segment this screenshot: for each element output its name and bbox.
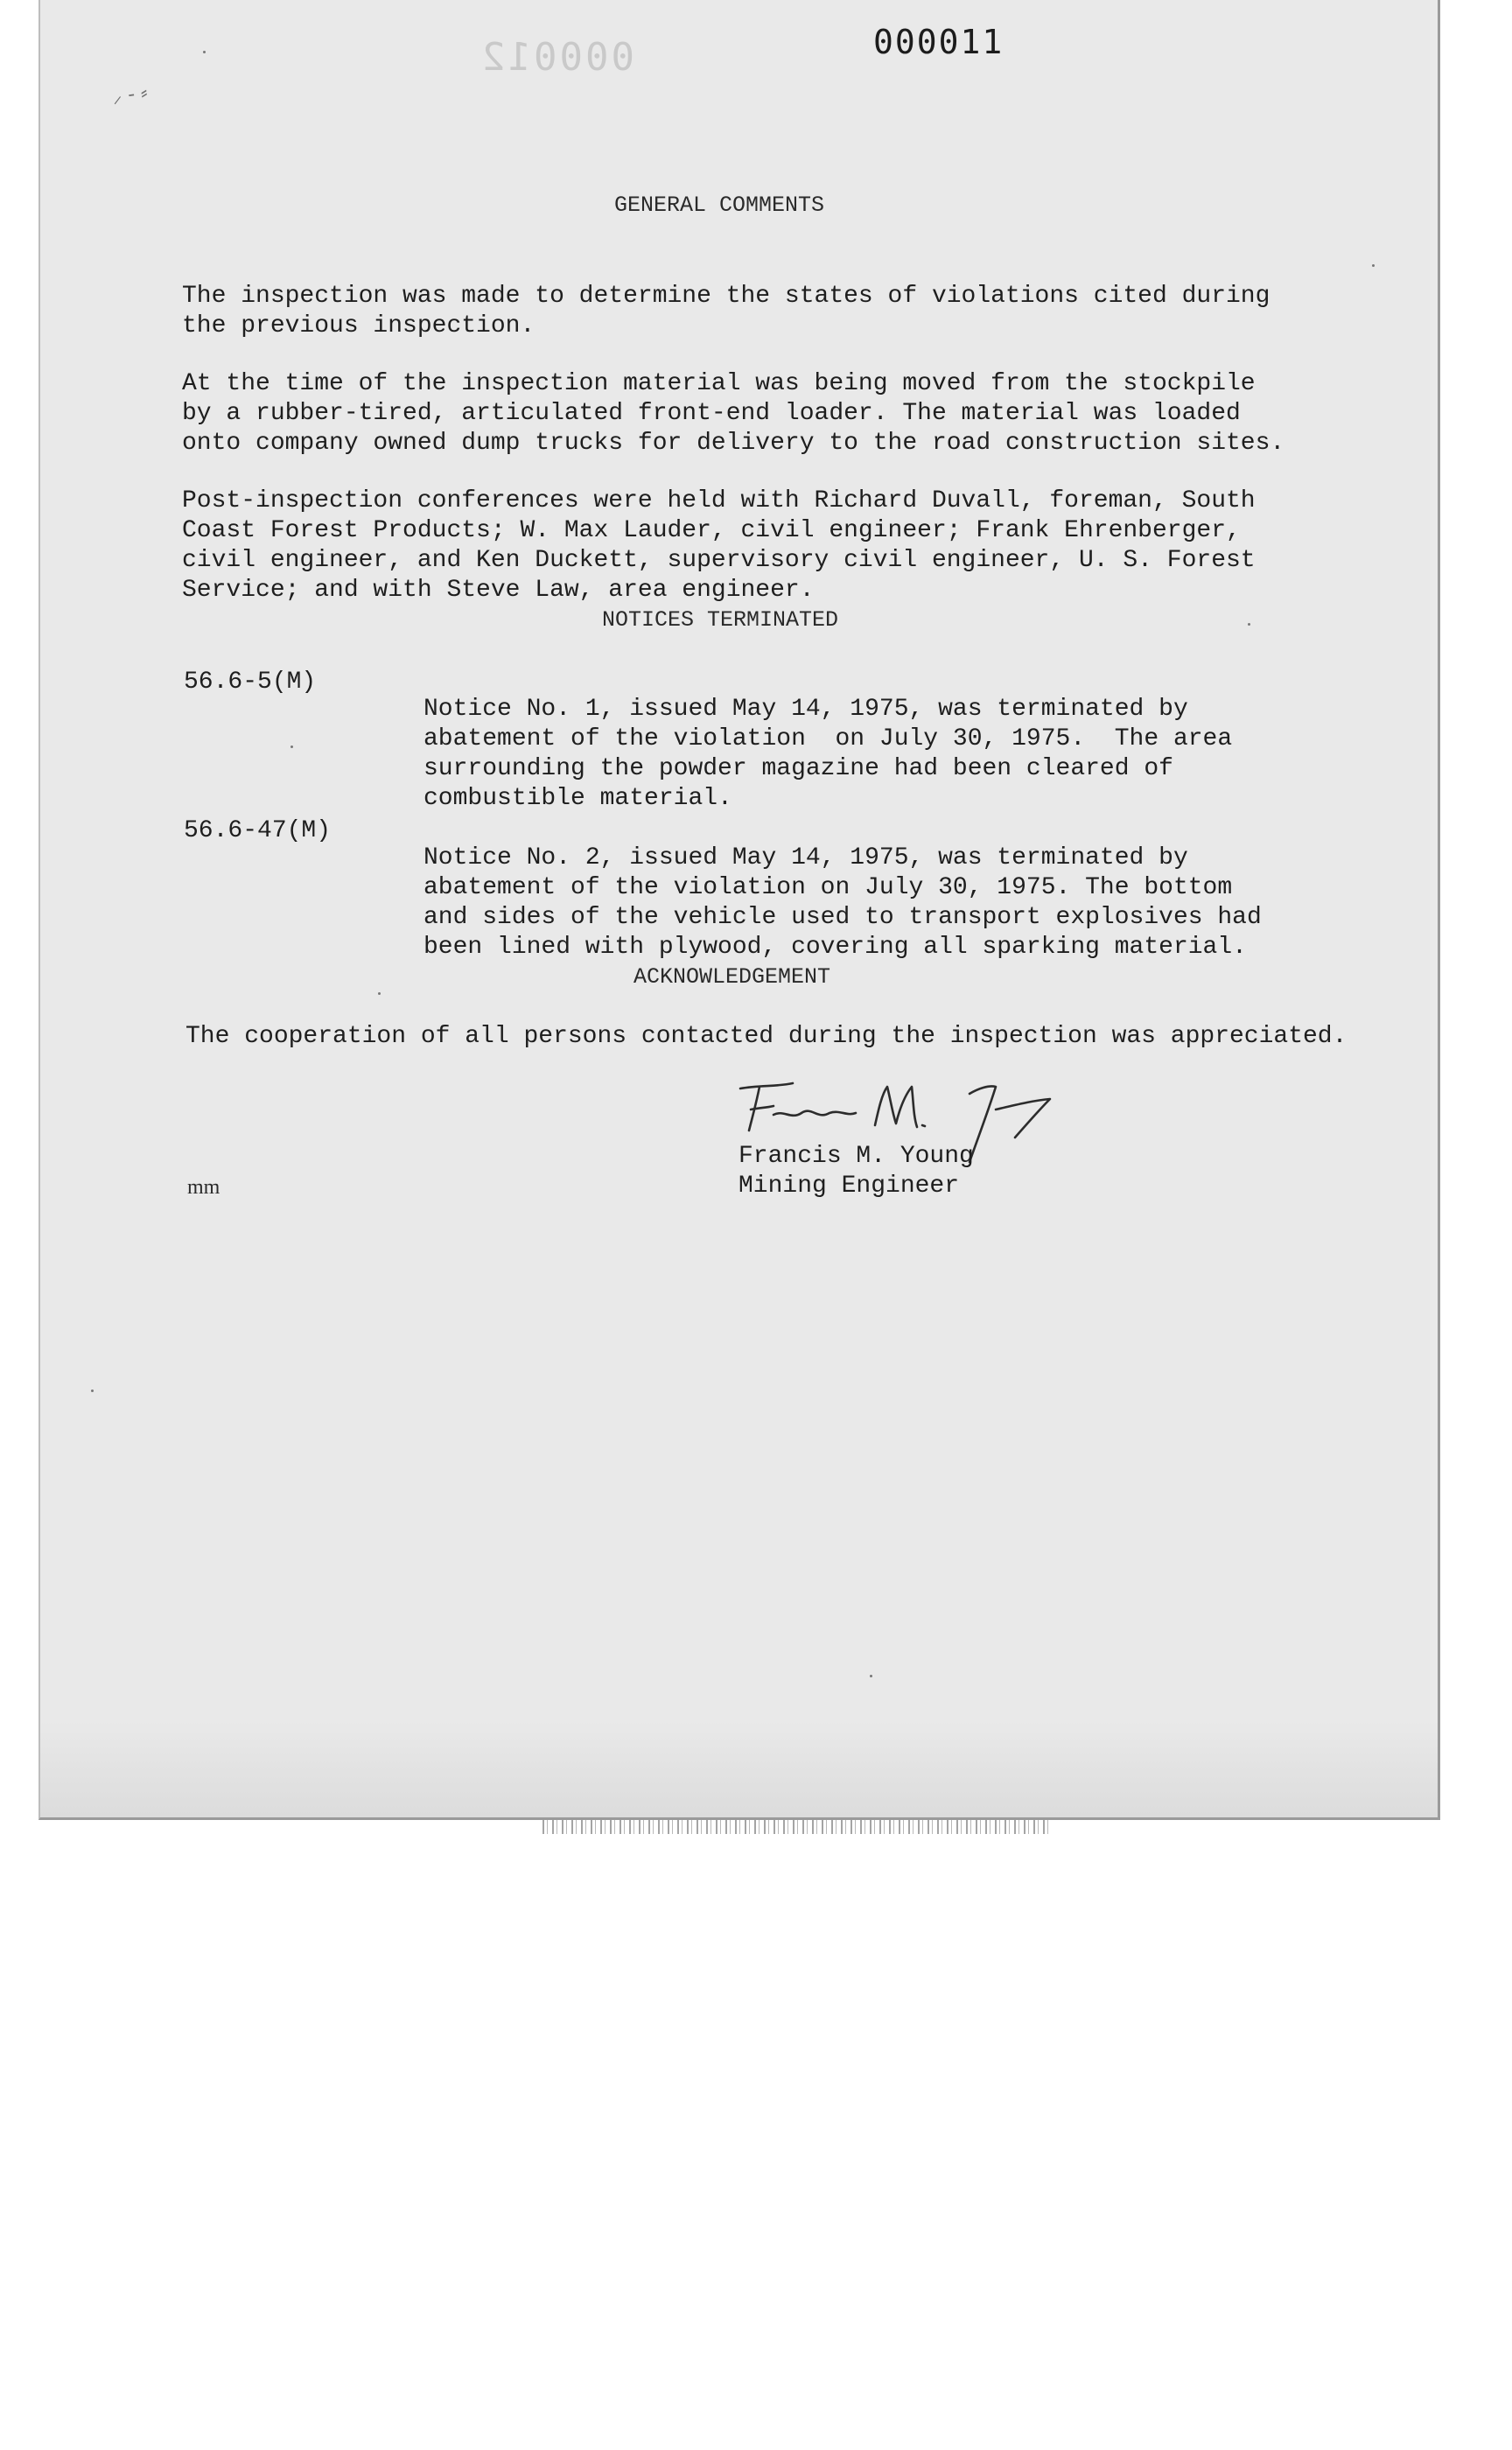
text-line: civil engineer, and Ken Duckett, supervisory civil engineer, U. S. Forest [182,547,1256,574]
notice-code: 56.6-47(M) [184,817,332,844]
text-line: and sides of the vehicle used to transport explosives had [424,904,1262,931]
signer-title: Mining Engineer [738,1172,960,1200]
signer-name: Francis M. Young [738,1143,974,1170]
general-comments-heading: GENERAL COMMENTS [614,192,825,218]
notice-code: 56.6-5(M) [184,668,317,696]
scan-speck [91,1390,94,1392]
scan-speck [290,746,293,748]
signature-text: Frmi M. Yng [733,1061,826,1078]
text-line: The inspection was made to determine the states of violations cited during [182,283,1270,310]
text-line: Coast Forest Products; W. Max Lauder, civil engineer; Frank Ehrenberger, [182,517,1241,544]
general-comments-paragraph-2 [182,340,1284,458]
general-comments-paragraph-3 [182,457,1256,606]
scan-barcode-strip [542,1820,1050,1834]
scan-speck [378,992,381,995]
notices-terminated-heading: NOTICES TERMINATED [602,607,839,633]
text-line: At the time of the inspection material was being moved from the stockpile [182,370,1256,397]
text-line: Post-inspection conferences were held with Richard Duvall, foreman, South [182,487,1256,514]
scan-speck [1248,623,1250,626]
corner-pencil-mark: ⸝ - ⸗ [110,81,150,108]
page-bottom-shade [40,1721,1438,1817]
text-line: onto company owned dump trucks for delivery to the road construction sites. [182,430,1285,457]
scan-speck [1372,264,1375,267]
text-line: abatement of the violation on July 30, 1975. The area [424,725,1233,752]
bleed-through-stamp: 000012 [480,35,634,80]
text-line: surrounding the powder magazine had been cleared of [424,755,1173,782]
general-comments-paragraph-1 [182,252,1270,341]
text-line: Service; and with Steve Law, area engineer. [182,577,815,604]
text-line: Notice No. 1, issued May 14, 1975, was terminated by [424,696,1188,723]
text-line: abatement of the violation on July 30, 1975. The bottom [424,874,1233,901]
text-line: been lined with plywood, covering all sparking material. [424,934,1247,961]
acknowledgement-text [186,1022,1347,1052]
text-line: the previous inspection. [182,312,536,340]
text-line: The cooperation of all persons contacted during the inspection was appreciated. [186,1023,1348,1050]
text-line: Notice No. 2, issued May 14, 1975, was terminated by [424,844,1188,872]
acknowledgement-heading: ACKNOWLEDGEMENT [634,964,831,990]
page-stamp-number: 000011 [873,23,1004,61]
scan-speck [203,51,206,53]
text-line: by a rubber-tired, articulated front-end loader. The material was loaded [182,400,1241,427]
notice-description [424,665,1232,814]
typist-initials: mm [187,1176,220,1199]
text-line: combustible material. [424,785,732,812]
notice-description [424,814,1262,962]
scan-speck [870,1675,872,1677]
